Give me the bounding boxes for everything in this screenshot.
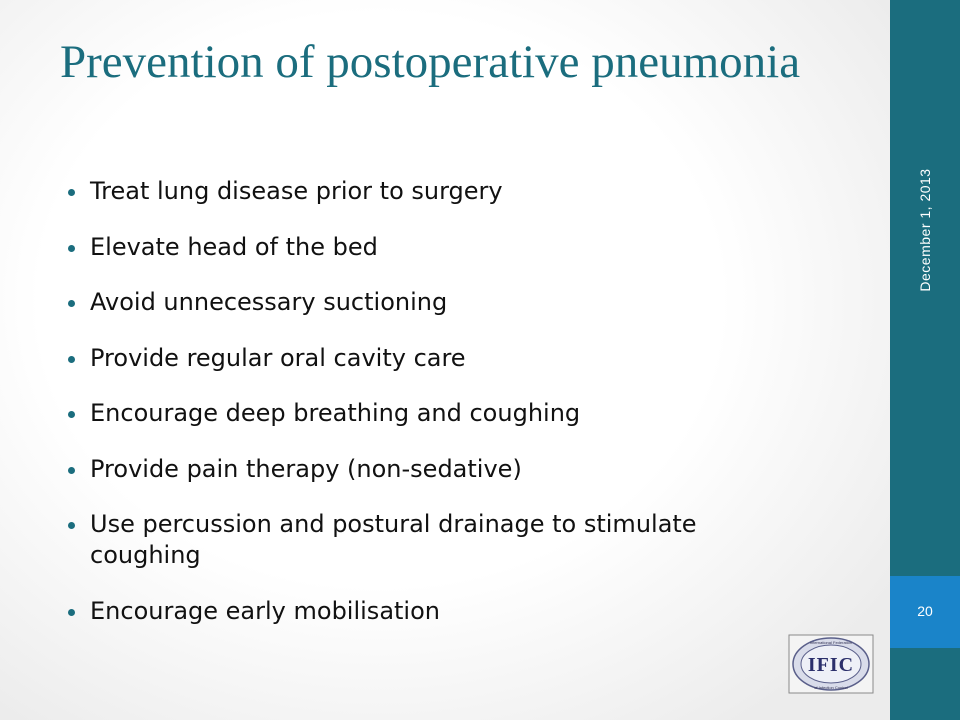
svg-text:International Federation: International Federation <box>809 640 853 645</box>
slide-date: December 1, 2013 <box>917 168 933 292</box>
ific-logo-icon <box>788 634 874 694</box>
bullet-text: Provide regular oral cavity care <box>90 343 466 372</box>
bullet-text: Treat lung disease prior to surgery <box>90 177 503 205</box>
bullet-item <box>66 343 866 374</box>
bullet-item <box>66 232 866 263</box>
bullet-item <box>66 596 866 627</box>
page-number: 20 <box>917 603 933 619</box>
page-number-box <box>890 576 960 648</box>
bullet-text: Avoid unnecessary suctioning <box>90 288 448 316</box>
bullet-item <box>66 176 866 207</box>
bullet-dot-icon <box>68 189 75 196</box>
bullet-item <box>66 287 866 318</box>
svg-text:of Infection Control: of Infection Control <box>814 685 848 690</box>
bullet-dot-icon <box>68 609 75 616</box>
bullet-dot-icon <box>68 522 75 529</box>
bullet-text: Provide pain therapy (non-sedative) <box>90 454 522 483</box>
bullet-dot-icon <box>68 467 75 474</box>
bullet-item <box>66 454 866 485</box>
bullet-text: Encourage early mobilisation <box>90 596 440 625</box>
bullet-text: Encourage deep breathing and coughing <box>90 399 581 427</box>
bullet-text: Elevate head of the bed <box>90 232 378 261</box>
bullet-dot-icon <box>68 245 75 252</box>
svg-text:IFIC: IFIC <box>807 654 855 676</box>
bullet-list <box>66 176 866 651</box>
bullet-dot-icon <box>68 300 75 307</box>
slide-title: Prevention of postoperative pneumonia <box>60 36 801 88</box>
bullet-item <box>66 509 730 571</box>
bullet-text: Use percussion and postural drainage to stimulate coughing <box>90 510 697 569</box>
bullet-dot-icon <box>68 411 75 418</box>
bullet-dot-icon <box>68 356 75 363</box>
bullet-item <box>66 398 866 429</box>
